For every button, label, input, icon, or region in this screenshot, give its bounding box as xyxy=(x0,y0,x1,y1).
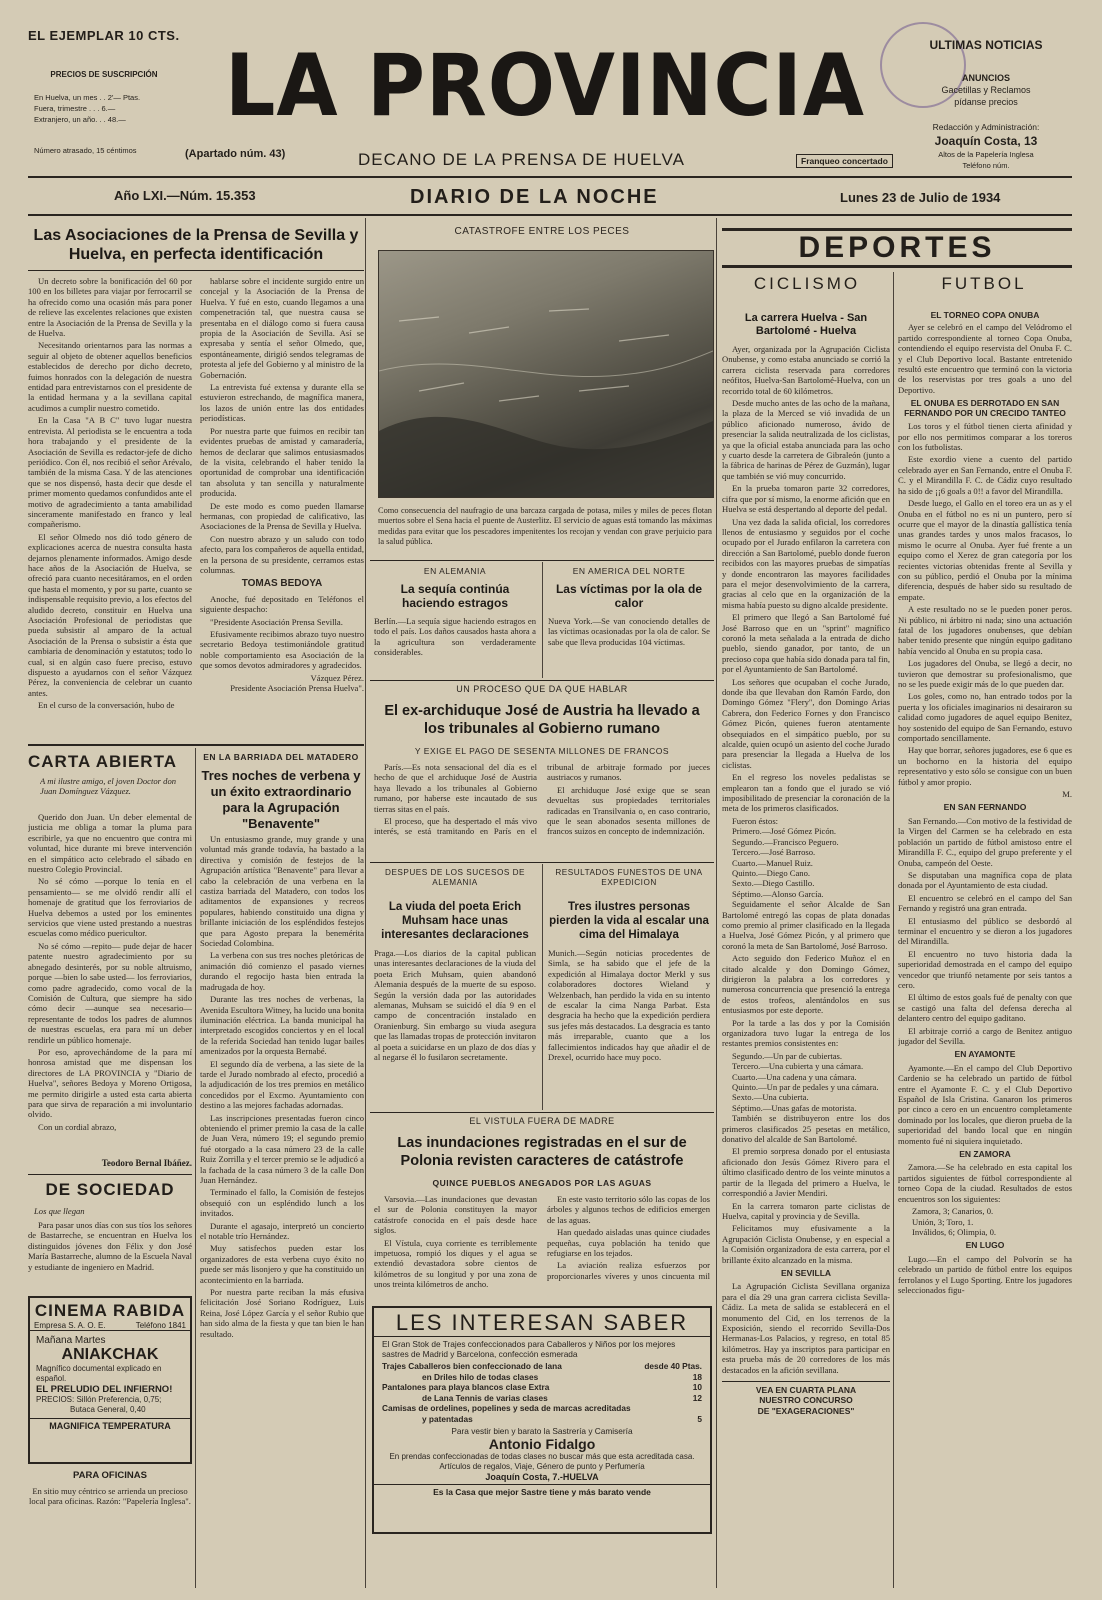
sanfernando-title: EN SAN FERNANDO xyxy=(943,802,1027,813)
office-address-note: Altos de la Papelería Inglesa xyxy=(938,150,1034,159)
paragraph: Este exordio viene a cuento del partido celebrado ayer en San Fernando, entre el Onuba F. C. y el Mirandilla F. C. de Cádiz cuyo resultado ha sido de ¡¡6 goals a 0!! a favor del Mirandilla. xyxy=(898,454,1072,496)
cycling-body xyxy=(722,344,890,1590)
apartado: (Apartado núm. 43) xyxy=(185,148,286,160)
sports-section-title: DEPORTES xyxy=(722,228,1072,268)
subscription-row: Fuera, trimestre . . . 6.— xyxy=(34,104,116,113)
america-kicker: EN AMERICA DEL NORTE xyxy=(572,566,686,576)
latest-news-title: ULTIMAS NOTICIAS xyxy=(929,38,1043,52)
price-item xyxy=(382,1361,702,1372)
paragraph: La entrevista fué extensa y durante ella se estuvieron estrechando, de magnífica manera, los lazos de unión entre las dos entidades periodísticas. xyxy=(200,382,364,424)
price-item xyxy=(382,1393,702,1404)
fish-photo xyxy=(378,250,714,498)
price-item-label: de Lana Tennis de varias clases xyxy=(422,1392,548,1403)
himalaya-kicker: RESULTADOS FUNESTOS DE UNA EXPEDICION xyxy=(555,868,703,887)
paragraph: Por nuestra parte reciban la más efusiva felicitación José Soriano Rodríguez, Luis Reina, José López García y el señor Rubio que han sido alma de la fiesta y que tan bien le han resultado. xyxy=(200,1287,364,1339)
daily-label: DIARIO DE LA NOCHE xyxy=(410,186,659,208)
sociedad-body xyxy=(28,1220,192,1286)
cinema-company: Empresa S. A. O. E. xyxy=(34,1321,106,1330)
newspaper-title: LA PROVINCIA xyxy=(225,36,865,136)
muhsam-headline: La viuda del poeta Erich Muhsam hace unas interesantes declaraciones xyxy=(381,901,529,941)
tailor-ad-title: LES INTERESAN SABER xyxy=(374,1310,710,1337)
price-item xyxy=(382,1382,702,1393)
cinema-description: Magnífico documental explicado en español. xyxy=(36,1364,162,1383)
zamora-result: Unión, 3; Toro, 1. xyxy=(912,1216,974,1227)
paragraph: El último de estos goals fué de penalty con que se castigó una falta del defensa derecha al delantero centro del equipo gaditano. xyxy=(898,992,1072,1024)
carta-signature: Teodoro Bernal Ibáñez. xyxy=(101,1158,192,1168)
masthead-rule xyxy=(28,176,1072,178)
zamora-result: Zamora, 3; Canarios, 0. xyxy=(912,1206,994,1217)
paragraph: Por nuestra parte que fuimos en recibir tan evidentes pruebas de amistad y camaradería, hemos de declarar que salimos entusiasmados de la visita, celebrando el haber tenido la oportunidad de comprobar una identificación tan absoluta y tan sencilla y naturalmente producida. xyxy=(200,425,364,499)
paragraph: Para pasar unos días con sus tíos los señores de Bastarreche, se encuentran en Huelva los distinguidos jóvenes don Félix y don José María Bastarreche, alumno de la Escuela Naval y estudiante de ingeniero en Madrid. xyxy=(28,1220,192,1272)
paragraph: Ayer se celebró en el campo del Velódromo el partido correspondiente al torneo Copa Onuba, contendiendo el equipo reservista del Onuba F. C. y el Club Deportivo local. Bastante entretenido resultó este encuentro que terminó con la victoria de los reservistas por tres goals a uno del Deportivo. xyxy=(898,322,1072,395)
back-issue-price: Número atrasado, 15 céntimos xyxy=(34,146,137,155)
paragraph: Los toros y el fútbol tienen cierta afinidad y por ello nos permitimos comparar a los toreros con los futbolistas. xyxy=(898,421,1072,453)
price-item-value: 5 xyxy=(697,1413,702,1424)
franqueo-stamp: Franqueo concertado xyxy=(796,154,893,168)
tailor-ad-line: Para vestir bien y barato la Sastrería y Camisería xyxy=(451,1426,633,1436)
lead-headline: Las Asociaciones de la Prensa de Sevilla y Huelva, en perfecta identificación xyxy=(33,227,359,263)
subscription-row: En Huelva, un mes . . 2'— Ptas. xyxy=(34,93,141,102)
polonia-headline: Las inundaciones registradas en el sur de Polonia revisten caracteres de catástrofe xyxy=(397,1135,687,1169)
classification-item: Sexto.—Diego Castillo. xyxy=(732,878,815,889)
paragraph: El segundo día de verbena, a las siete de la tarde el Jurado nombrado al efecto, procedió a la adjudicación de los tres premios en metálico concedidos por el Excmo. Ayuntamiento con destino a las mejores fachadas adornadas. xyxy=(200,1058,364,1111)
column-divider xyxy=(542,562,543,678)
alemania-headline: La sequía continúa haciendo estragos xyxy=(400,582,510,610)
paragraph: El archiduque José exige que se sean devueltas sus propiedades territoriales radicadas en Transilvania o, en caso contrario, que le sean abonados sesenta millones de francos suizos en concepto de indemnización. xyxy=(547,784,710,837)
classification-item: Segundo.—Francisco Peguero. xyxy=(732,836,839,847)
price-item-label: Pantalones para playa blancos clase Extra xyxy=(382,1382,550,1392)
paragraph: Por eso, aprovechándome de la para mí honrosa amistad que me dispensan los directores de LA PROVINCIA y "Diario de Huelva", señores Bedoya y Moreno Ortigosa, me permito dirigirle a usted esta carta abierta para que sirva de reparación a mi involuntario olvido. xyxy=(28,1046,192,1120)
america-body: Nueva York.—Se van conociendo detalles de las víctimas ocasionadas por la ola de calor. Se sabe que lleva producidas 104 víctimas. xyxy=(548,616,710,647)
zamora-result: Inválidos, 6; Olimpia, 0. xyxy=(912,1226,997,1237)
cinema-ad xyxy=(28,1296,192,1464)
price-item-label: y patentadas xyxy=(422,1413,473,1424)
prize-item: Tercero.—Una cubierta y una cámara. xyxy=(732,1061,864,1072)
paragraph: Los señores que ocupaban el coche Jurado, donde iba que llevaban don Ramón Fardo, don Domingo Gómez "Flery", don Domingo Arias Cabrera, don Federico Fornes y don Francisco Gómez Picón, quienes fueron atentamente obsequiados en el simpático pueblo, por su alcalde, quien ocupó un asiento del coche Jurado para presenciar la llegada a Huelva de los ciclistas. xyxy=(722,676,890,770)
section-rule xyxy=(370,680,714,681)
headline-rule xyxy=(28,270,364,271)
paragraph: Con nuestro abrazo y un saludo con todo afecto, para los compañeros de aquella entidad, en la persona de su presidente, cerramos estas columnas. xyxy=(200,533,364,575)
paragraph: La Agrupación Ciclista Sevillana organiza para el día 29 una gran carrera ciclista Sevilla-Cádiz. La meta de salida se establecerá en el monumento del Cid, en los terrenos de la Exposición, siendo el recorrido Sevilla-Dos Hermanas-Los Palacios, y regreso, en total 85 kilómetros. Hay ya inscriptos para participar en esta prueba más de 20 corredores de los más destacados en la afición sevillana. xyxy=(722,1281,890,1375)
cinema-footer: MAGNIFICA TEMPERATURA xyxy=(30,1418,190,1431)
paragraph: Acto seguido don Federico Muñoz el en citado alcalde y don Domingo Gómez, dirigieron la palabra a los corredores y numerosa concurrencia que presenció la entrega de estos trofeos, alentándolos en sus entusiasmos por este deporte. xyxy=(722,953,890,1016)
classification-item: Primero.—José Gómez Picón. xyxy=(732,826,837,837)
paragraph: El arbitraje corrió a cargo de Benitez antiguo jugador del Sevilla. xyxy=(898,1025,1072,1046)
price-item-label: Camisas de ordelines, popelines y seda de marcas acreditadas xyxy=(382,1403,631,1413)
paragraph: Han quedado aisladas unas quince ciudades pequeñas, cuya población ha tenido que refugiarse en los tejados. xyxy=(547,1227,710,1259)
paragraph: Zamora.—Se ha celebrado en esta capital los partidos siguientes de fútbol correspondiente al torneo Copa de la ciudad. Resultados de estos encuentros son los siguientes: xyxy=(898,1162,1072,1204)
column-divider xyxy=(365,218,366,1588)
lead-article-body xyxy=(28,276,192,738)
lead-article-continuation xyxy=(200,276,364,738)
paragraph: En este vasto territorio sólo las copas de los árboles y algunos techos de edificios emergen de las aguas. xyxy=(547,1194,710,1225)
paragraph: El encuentro se celebró en el campo del San Fernando y registró una gran entrada. xyxy=(898,892,1072,914)
proceso-kicker: UN PROCESO QUE DA QUE HABLAR xyxy=(456,684,628,694)
paragraph: Querido don Juan. Un deber elemental de justicia me obliga a tomar la pluma para escribirle, ya que no encuentro que contra mi voluntad, hice durante mi breve intervención en el simpático acto celebrado el sábado en nuestro Colegio Provincial. xyxy=(28,812,192,875)
paragraph: En el regreso los noveles pedalistas se emplearon tan a fondo que el jurado se vió imposibilitado de presenciar la coronación de la meta de los primeros clasificados. xyxy=(722,772,890,814)
paragraph: Las inscripciones presentadas fueron cinco obteniendo el primer premio la casa de la calle de Juan Vera, número 19; el segundo premio fué otorgado a la casa número 23 de la calle Ruiz Zorrilla y el tercer premio se le adjudicó a la fachada de la casa número 3 de la calle Don Juan Hernández. xyxy=(200,1112,364,1185)
paragraph: Desde mucho antes de las ocho de la mañana, la plaza de la Merced se vió invadida de un público aficionado numeroso, ávido de presenciar la salida neutralizada de los ciclistas, ya que la oficial estaba anunciada para las ocho y cuarto desde la carretera de Gibraleón (junto a la fábrica de harinas de Pérez de Guzmán), lugar que también se vió muy concurrido. xyxy=(722,398,890,481)
sevilla-title: EN SEVILLA xyxy=(780,1267,832,1278)
ads-line: ANUNCIOS xyxy=(961,73,1010,83)
price-item xyxy=(382,1372,702,1383)
paragraph: Los goles, como no, han entrado todos por la puerta y los oficiales imaginarios ni desairaron su calidad como jugadores de aquel equipo Benitez, hoy sostenido del equipo de San Fernando, estuvo comportado sencillamente. xyxy=(898,691,1072,744)
office-address: Joaquín Costa, 13 xyxy=(934,134,1038,148)
paragraph: París.—Es nota sensacional del día es el hecho de que el archiduque José de Austria haya llevado a los tribunales al Gobierno rumano, por haberse este incautado de sus tierras sitas en el país. xyxy=(374,762,537,814)
paragraph: Durante el agasajo, interpretó un concierto el notable trío Hernández. xyxy=(200,1220,364,1242)
concurso-line: NUESTRO CONCURSO xyxy=(759,1395,853,1406)
paragraph: En la Casa "A B C" tuvo lugar nuestra entrevista. Al periodista se le encuentra a toda hora trabajando y el presidente de la Asociación de Sevilla es redactor-jefe de dicho periódico. Con él, nos recibió el señor Arévalo, también de la misma Casa. Y de las atenciones que se nos dispensó, hasta decir que desde el primer momento quedamos confundidos ante el motivo de agradecimiento a tanta amabilidad sinceramente manifestado en franco y leal compañerismo. xyxy=(28,415,192,530)
telegram-sign-title: Presidente Asociación Prensa Huelva". xyxy=(230,683,364,694)
paragraph: Desde luego, el Gallo en el toreo era un as y el Onuba en el fútbol no es ni un puntero, pero sí ocurre que el mayor de la dinastía gallística tenía unas grandes tardes y unos malos fracasos, lo mismo le ocurre al Onuba. Ayer fué frente a un equipo como el Xerez de gran categoría por los recientes victorias obtenidas frente al Sevilla y con su público, perdió el Onuba por la mínima diferencia, después de haber sido su resultado de empate. xyxy=(898,498,1072,602)
paragraph: Lugo.—En el campo del Polvorín se ha celebrado un partido de fútbol entre los equipos ferrolanos y el Lugo Sporting. Entre los jugadores seleccionados figu- xyxy=(898,1253,1072,1295)
alemania-body: Berlín.—La sequía sigue haciendo estragos en todo el país. Los daños causados hasta ahora a la agricultura son verdaderamente considerables. xyxy=(374,616,536,658)
barriada-body xyxy=(200,834,364,1524)
paragraph: Con un cordial abrazo, xyxy=(38,1121,117,1132)
paragraph: Seguidamente el señor Alcalde de San Bartolomé entregó las copas de plata donadas como premio al primer clasificado en la llegada a Huelva, José Gómez Picón, y al primero que coronó la meta de San Bartolomé, José Barroso. xyxy=(722,899,890,951)
paragraph: hablarse sobre el incidente surgido entre un concejal y la Asociación de la Prensa de Huelva. Y fué en esto, cuando llegamos a una compenetración tal, que nuestra causa se presentaba en el diálogo como si fuera causa propia de la Asociación de Sevilla. Así se expresaba y sentía el señor Olmedo, que, espontáneamente, dirigió sendos telegramas de protesta al jefe del Gobierno y al ministro de la Gobernación. xyxy=(200,276,364,380)
prize-item: Sexto.—Una cubierta. xyxy=(732,1092,809,1103)
proceso-body xyxy=(374,762,710,858)
paragraph: La verbena con sus tres noches pletóricas de animación dió comienzo el pasado viernes durando el regocijo hasta bien entrada la madrugada de hoy. xyxy=(200,950,364,992)
paragraph: Muy satisfechos pueden estar los organizadores de esta verbena cuyo éxito no puede ser más lisonjero y que ha constituido un acontecimiento en la barriada. xyxy=(200,1243,364,1285)
concurso-line: DE "EXAGERACIONES" xyxy=(757,1405,855,1416)
dateline-rule xyxy=(28,214,1072,216)
paragraph: Un decreto sobre la bonificación del 60 por 100 en los billetes para viajar por ferrocarril se ha ofrecido como una ocasión más para poner de relieve las excelentes relaciones que existen entre la Asociación de la Prensa de Sevilla y la de Huelva. xyxy=(28,276,192,339)
onuba-signature: M. xyxy=(1062,789,1072,800)
barriada-headline: Tres noches de verbena y un éxito extraordinario para la Agrupación "Benavente" xyxy=(201,768,361,831)
onuba-headline: EL ONUBA ES DERROTADO EN SAN FERNANDO POR UN CRECIDO TANTEO xyxy=(904,398,1066,419)
carrera-headline: La carrera Huelva - San Bartolomé - Huelva xyxy=(744,312,868,337)
polonia-subhead: QUINCE PUEBLOS ANEGADOS POR LAS AGUAS xyxy=(432,1178,652,1188)
ads-line: Gacetillas y Reclamos xyxy=(941,85,1031,95)
paragraph: Una vez dada la salida oficial, los corredores llenos de entusiasmo y seguidos por el coche ocupado por el Jurado enfilaron la carretera con dirección a San Bartolomé, pueblo donde fueron recibidos con las mayores pruebas de simpatías y donde encontraron las mayores facilidades para el mejor desenvolvimiento de la carrera, gracias al celo que en la organización de la misma había puesto su digno alcalde presidente. xyxy=(722,516,890,610)
ads-line: pídanse precios xyxy=(954,97,1018,107)
proceso-headline: El ex-archiduque José de Austria ha llevado a los tribunales al Gobierno rumano xyxy=(384,703,700,737)
paragraph: Hay que borrar, señores jugadores, ese 6 que es un bochorno en la historia del equipo representativo y esto sólo se consigue con un buen fútbol y amor propio. xyxy=(898,745,1072,787)
cinema-phone: Teléfono 1841 xyxy=(135,1321,186,1330)
column-divider xyxy=(716,218,717,1588)
paragraph: Ayer, organizada por la Agrupación Ciclista Onubense, y como estaba anunciado se corrió la carrera ciclista reservada para corredores neófitos, Huelva-San Bartolomé-Huelva, con un recorrido total de 60 kilómetros. xyxy=(722,344,890,396)
cinema-film: ANIAKCHAK xyxy=(61,1346,159,1363)
office-label: Redacción y Administración: xyxy=(932,122,1040,132)
paragraph: San Fernando.—Con motivo de la festividad de la Virgen del Carmen se ha celebrado en esta población un partido de fútbol amistoso entre el Mirandilla F. C., equipo del grupo preferente y el Onuba, campeón del Oeste. xyxy=(898,815,1072,868)
muhsam-body: Praga.—Los diarios de la capital publican unas interesantes declaraciones de la viuda del poeta Erich Muhsam, quien abandonó Alemania después de la muerte de su esposo. Según la versión dada por las autoridades alemanas, Muhsam se suicidó el día 9 en el campo de concentración instalado en Oranienburg. Sin embargo su viuda asegura que las llamadas tropas de protección invitaron al poeta a suicidarse en un plazo de dos días y al negarse él lo fusilaron secretamente. xyxy=(374,948,536,1063)
column-divider xyxy=(542,864,543,1110)
paragraph: El señor Olmedo nos dió todo género de explicaciones acerca de nuestra consulta hasta dejarnos plenamente informados. Amigo desde hace años de la Asociación de Huelva, se ofreció para cuanto necesitáramos, en el orden que hasta el momento, y por su parte, cuanto se indispensable requisito previo, a los efectos del aludido decreto, constituir en Huelva una Asociación Profesional de periodistas que pueda subsistir al amparo de la actual Asociación de la Prensa o subsistir a ésta que cambiaria de denominación y estatutos; todo lo cual, si en algún caso fuere preciso, estuvo dispuesto a ayudarnos con el señor Vázquez Pérez, la conveniencia de celebrar un cuanto antes. xyxy=(28,531,192,698)
cinema-details xyxy=(30,1321,190,1331)
carta-body xyxy=(28,812,192,1156)
oficinas-title: PARA OFICINAS xyxy=(73,1470,147,1481)
paragraph: Felicitamos muy efusivamente a la Agrupación Ciclista Onubense, y en especial a la Comisión organizadora de esta carrera, por el brillante éxito alcanzado en la misma. xyxy=(722,1223,890,1265)
cinema-day: Mañana Martes xyxy=(36,1335,106,1346)
paragraph: En la prueba tomaron parte 32 corredores, cifra que por sí mismo, la enorme afición que en Huelva se está despertando al deporte del pedal. xyxy=(722,483,890,515)
section-rule xyxy=(28,1174,192,1175)
copa-title: EL TORNEO COPA ONUBA xyxy=(930,310,1040,320)
muhsam-kicker: DESPUES DE LOS SUCESOS DE ALEMANIA xyxy=(385,868,525,887)
price-item-label: Trajes Caballeros bien confeccionado de lana xyxy=(382,1361,562,1371)
paragraph: También se distribuyeron entre los dos primeros clasificados 25 pesetas en metálico, donativo del alcalde de San Bartolomé. xyxy=(722,1113,890,1145)
cinema-prices: PRECIOS: Sillón Preferencia, 0,75; xyxy=(36,1395,162,1404)
paragraph: Un entusiasmo grande, muy grande y una voluntad más grande todavía, ha bastado a la directiva y comisión de festejos de la Agrupación artística "Benavente" para llevar a cabo la celebración de una verbena en la castiza barriada del Matadero, con todos los aditamentos de expansiones y recreos populares, habiendo constituido una digna y brillante iniciación de los espléndidos festejos que para Agosto prepara la benemérita Sociedad Colombina. xyxy=(200,834,364,949)
sociedad-subtitle: Los que llegan xyxy=(34,1206,85,1216)
paragraph: No sé cómo —porque lo tenía en el pensamiento— se me olvidó rendir allí el homenaje de gratitud que los ferroviarios de Huelva debemos a usted por los eminentes servicios que viene usted prestando a nuestras escuelas como médico puericultor. xyxy=(28,876,192,939)
tailor-ad xyxy=(372,1306,712,1534)
oficinas-body: En sitio muy céntrico se arrienda un precioso local para oficinas. Razón: "Papelería Inglesa". xyxy=(29,1486,191,1507)
tailor-ad-price-list xyxy=(374,1361,710,1424)
paragraph: El Vístula, cuya corriente es terriblemente impetuosa, rompió los diques y el agua se extendió devastadora sobre cientos de kilómetros de su longitud y por una zona de unos treinta kilómetros de ancho. xyxy=(374,1237,537,1290)
polonia-kicker: EL VISTULA FUERA DE MADRE xyxy=(469,1116,615,1126)
office-phone: Teléfono núm. xyxy=(962,161,1010,170)
tailor-ad-description: En prendas confeccionadas de todas clases no buscar más que esta acreditada casa. Artículos de regalos, Viaje, Género de punto y Perfumería xyxy=(389,1452,695,1471)
paragraph: Terminado el fallo, la Comisión de festejos obsequió con un espléndido lunch a los invitados. xyxy=(200,1187,364,1219)
paragraph: Durante las tres noches de verbenas, la Avenida Escultora Witney, ha lucido una bonita iluminación eléctrica. La banda municipal ha interpretado escogidos conciertos y en el local de la referida Sociedad han tenido lugar bailes amenizados por la orquesta Bernabé. xyxy=(200,994,364,1057)
paragraph: De este modo es como pueden llamarse hermanas, con propiedad de calificativo, las Asociaciones de la Prensa de Sevilla y Huelva. xyxy=(200,500,364,532)
cycling-title: CICLISMO xyxy=(753,274,861,293)
proceso-subhead: Y EXIGE EL PAGO DE SESENTA MILLONES DE FRANCOS xyxy=(414,746,670,756)
prize-item: Segundo.—Un par de cubiertas. xyxy=(732,1050,843,1061)
newspaper-subtitle: DECANO DE LA PRENSA DE HUELVA xyxy=(358,150,685,169)
section-rule xyxy=(370,862,714,863)
paragraph: Anoche, fué depositado en Teléfonos el siguiente despacho: xyxy=(200,593,364,615)
prize-item: Quinto.—Un par de pedales y una cámara. xyxy=(732,1082,879,1093)
paragraph: El primero que llegó a San Bartolomé fué José Barroso que en un "sprint" magnífico coronó la meta señalada a la entrada de dicho pueblo, siendo ganador, por tanto, de un precioso copa que había sido donada para tal fin, por el Ayuntamiento de San Bartolomé. xyxy=(722,612,890,675)
classification-title: Fueron éstos: xyxy=(732,815,779,826)
price-item-value: desde 40 Ptas. xyxy=(644,1361,702,1371)
football-body xyxy=(898,310,1072,1592)
tailor-ad-footer: Es la Casa que mejor Sastre tiene y más barato vende xyxy=(374,1484,710,1497)
cinema-name: CINEMA RABIDA xyxy=(34,1301,186,1320)
lead-signature: TOMAS BEDOYA xyxy=(241,578,323,590)
paragraph: Los jugadores del Onuba, se llegó a decir, no tuvieron que demostrar su profesionalismo, que no se les puede exigir más de lo que pueden dar. xyxy=(898,658,1072,689)
ayamonte-title: EN AYAMONTE xyxy=(954,1049,1016,1060)
paragraph: El premio sorpresa donado por el entusiasta aficionado don Jesús Gómez Rivero para el último clasificado dentro de los veinte minutos a partir de la llegada del primero a Huelva, le correspondió a Javier Mendiri. xyxy=(722,1146,890,1199)
himalaya-headline: Tres ilustres personas pierden la vida al escalar una cima del Himalaya xyxy=(549,901,709,941)
paragraph: Varsovia.—Las inundaciones que devastan el sur de Polonia constituyen la mayor catástrofe conocida en el país desde hace siglos. xyxy=(374,1194,537,1236)
prize-item: Séptimo.—Unas gafas de motorista. xyxy=(732,1102,857,1113)
paragraph: Necesitando orientarnos para las normas a seguir al objeto de obtener aquellos beneficios establecidos de derecho por dicho decreto, fuimos honrados con la delegación de nuestra entidad para entrevistarnos con el presidente de la entidad hermana y a la sevillana capital acudimos a cumplir nuestro cometido. xyxy=(28,340,192,413)
issue-price: EL EJEMPLAR 10 CTS. xyxy=(28,28,180,43)
price-item-label: en Driles hilo de todas clases xyxy=(422,1371,539,1382)
paragraph: Efusivamente recibimos abrazo tuyo nuestro secretario Bedoya testimoniándole gratitud noble comportamiento esa Asociación de la que somos devotos admiradores y agradecidos. xyxy=(200,629,364,671)
price-item-value: 10 xyxy=(692,1382,702,1392)
peces-kicker: CATASTROFE ENTRE LOS PECES xyxy=(454,226,630,237)
prize-item: Cuarto.—Una cadena y una cámara. xyxy=(732,1071,857,1082)
price-item xyxy=(382,1403,702,1414)
alemania-kicker: EN ALEMANIA xyxy=(423,566,487,576)
tailor-ad-intro: El Gran Stok de Trajes confeccionados para Caballeros y Niños por los mejores sastres de Madrid y Barcelona, confección esmerada xyxy=(382,1339,676,1359)
polonia-body xyxy=(374,1194,710,1300)
peces-caption: Como consecuencia del naufragio de una barcaza cargada de potasa, miles y miles de peces flotan muertos sobre el Sena hacia el puente de Austerlitz. El servicio de aguas está tomando las máximas medidas para evitar que los pescadores impenitentes los recojan y vendan con grave perjuicio para la salud pública. xyxy=(378,506,712,547)
classification-item: Séptimo.—Alonso García. xyxy=(732,888,824,899)
classification-item: Tercero.—José Barroso. xyxy=(732,847,816,858)
paragraph: La aviación realiza esfuerzos por proporcionarles víveres y unos cincuenta mil xyxy=(547,1260,710,1281)
column-divider xyxy=(893,272,894,1588)
issue-date: Lunes 23 de Julio de 1934 xyxy=(840,190,1001,205)
paragraph: A este resultado no se le pueden poner peros. Ni público, ni árbitro ni nada; sino una actuación fatal de los jugadores onubenses, que debían haber tenido presente que ningún equipo gaditano había vencido al Onuba en su propia casa. xyxy=(898,604,1072,656)
price-item xyxy=(382,1414,702,1425)
paragraph: El proceso, que ha despertado el más vivo interés, se está tramitando en París en el tribunal de arbitraje formado por jueces austriacos y rumanos. xyxy=(374,762,710,837)
america-headline: Las víctimas por la ola de calor xyxy=(555,582,703,610)
cinema-prices-general: Butaca General, 0,40 xyxy=(70,1405,146,1414)
section-rule xyxy=(370,560,714,561)
paragraph: En el curso de la conversación, hubo de xyxy=(38,700,175,711)
year-number: Año LXI.—Núm. 15.353 xyxy=(114,188,256,203)
sociedad-title: DE SOCIEDAD xyxy=(45,1180,175,1199)
ads-info xyxy=(906,72,1066,108)
classification-item: Cuarto.—Manuel Ruiz. xyxy=(732,857,813,868)
classification-item: Quinto.—Diego Cano. xyxy=(732,867,811,878)
lugo-title: EN LUGO xyxy=(965,1240,1005,1251)
himalaya-body: Munich.—Según noticias procedentes de Simla, se ha sabido que el jefe de la expedición al Himalaya doctor Merkl y sus colaboradores doctores Wieland y Welzenbach, han perdido la vida en su intento de escalar la cima Nanga Parbat. Esta desgracia ha hecho que la expedición perdiera sus jefes más destacados. La desgracia es tanto más irreparable, cuanto que a los fallecimientos indicados hay que añadir el de Drexel, ocurrido hace muy poco. xyxy=(548,948,710,1063)
subscription-row: Extranjero, un año. . . 48.— xyxy=(34,115,126,124)
paragraph: El encuentro no tuvo historia dada la superioridad demostrada en el campo del equipo vencedor que triunfó netamente por seis tantos a cero. xyxy=(898,948,1072,990)
zamora-title: EN ZAMORA xyxy=(959,1149,1011,1160)
paragraph: Ayamonte.—En el campo del Club Deportivo Cardenio se ha celebrado un partido de fútbol entre el Ayamonte F. C. y el Club Deportivo Español de Isla Cristina. Ganaron los primeros por cinco a cero en un encuentro completamente dominado por los locales, que dieron prueba de la superioridad del bando local que en ningún momento fué ni siquiera inquietado. xyxy=(898,1062,1072,1146)
concurso-line: VEA EN CUARTA PLANA xyxy=(722,1381,890,1395)
section-rule xyxy=(28,744,364,746)
paragraph: En la carrera tomaron parte ciclistas de Huelva, capital y provincia y de Sevilla. xyxy=(722,1200,890,1221)
carta-addressee: A mi ilustre amigo, el joven Doctor don Juan Domínguez Vázquez. xyxy=(40,776,177,797)
paragraph: Se disputaban una magnífica copa de plata donada por el Ayuntamiento de esta ciudad. xyxy=(898,869,1072,891)
price-item-value: 12 xyxy=(692,1392,702,1403)
tailor-ad-address: Joaquín Costa, 7.-HUELVA xyxy=(485,1472,599,1482)
paragraph: No sé cómo —repito— pude dejar de hacer patente nuestro agradecimiento por su abnegado desinterés, por su noble altruismo, porque —bien lo sabe usted— los ferroviarios, como padre agradecido, como vocal de la Comisión de Cultura, que siempre ha sido cómo decir —aunque sea necesario— representante de todos los padres de alumnos de nuestras escuelas, era para mí un deber rendirle un público homenaje. xyxy=(28,940,192,1045)
paragraph: El entusiasmo del público se desbordó al terminar el encuentro y se dieron a los jugadores del Mirandilla. xyxy=(898,915,1072,947)
football-title: FUTBOL xyxy=(941,274,1027,293)
carta-title: CARTA ABIERTA xyxy=(28,752,177,771)
section-rule xyxy=(370,1112,714,1113)
cinema-second-film: EL PRELUDIO DEL INFIERNO! xyxy=(36,1384,173,1395)
paragraph: "Presidente Asociación Prensa Sevilla. xyxy=(210,616,343,627)
barriada-kicker: EN LA BARRIADA DEL MATADERO xyxy=(203,752,359,762)
paragraph: Por la tarde a las dos y por la Comisión organizadora tuvo lugar la entrega de los restantes premios consistentes en: xyxy=(722,1017,890,1049)
subscription-title: PRECIOS DE SUSCRIPCIÓN xyxy=(50,70,158,79)
column-divider xyxy=(195,748,196,1588)
office-info xyxy=(906,122,1066,171)
price-item-value: 18 xyxy=(692,1371,702,1382)
fish-photo-illustration xyxy=(379,251,713,497)
tailor-ad-name: Antonio Fidalgo xyxy=(488,1436,596,1452)
subscription-prices xyxy=(34,92,184,125)
telegram-sign: Vázquez Pérez. xyxy=(310,672,364,683)
